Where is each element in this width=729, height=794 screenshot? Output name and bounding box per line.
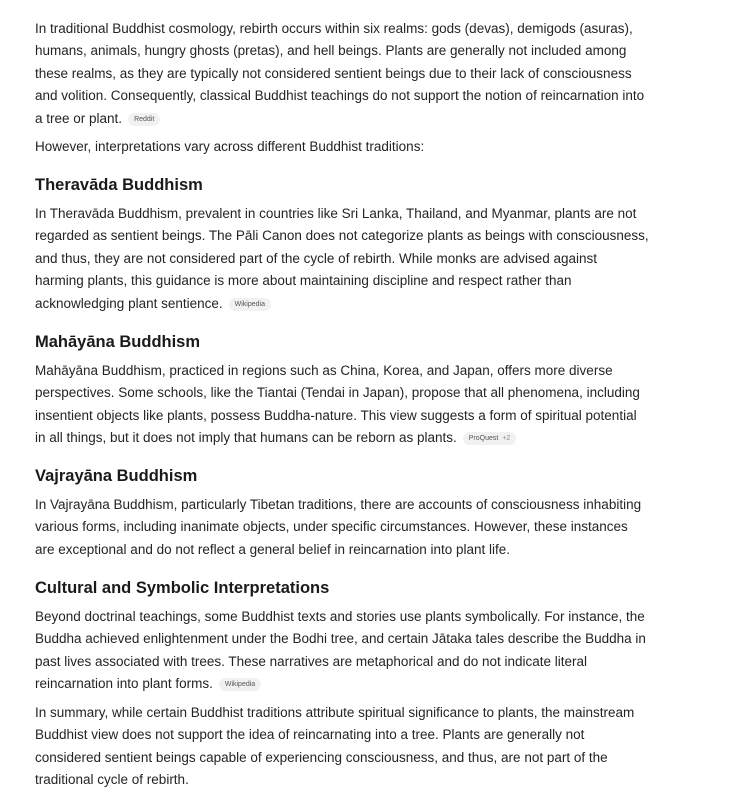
intro-paragraph: [35, 18, 649, 130]
citation-extra-count: +2: [502, 435, 511, 443]
citation-badge-wikipedia[interactable]: Wikipedia: [219, 678, 261, 691]
citation-badge-reddit[interactable]: Reddit: [128, 113, 160, 126]
heading-vajrayana: Vajrayāna Buddhism: [35, 467, 198, 485]
mahayana-paragraph: [35, 360, 649, 450]
citation-badge-proquest[interactable]: [463, 432, 517, 445]
theravada-text: In Theravāda Buddhism, prevalent in countries like Sri Lanka, Thailand, and Myanmar, plants are not regarded as sentient beings. The Pāli Canon does not categorize plants as beings with consciousness, and thus, they are not considered part of the cycle of rebirth. While monks are advised against harming plants, this guidance is more about maintaining discipline and respect rather than acknowledging plant sentience.: [35, 206, 649, 311]
cultural-paragraph: [35, 606, 649, 696]
mahayana-text: Mahāyāna Buddhism, practiced in regions such as China, Korea, and Japan, offers more diverse perspectives. Some schools, like the Tiantai (Tendai in Japan), propose that all phenomena, including insentient objects like plants, possess Buddha-nature. This view suggests a form of spiritual potential in all things, but it does not imply that humans can be reborn as plants.: [35, 363, 640, 446]
heading-cultural: Cultural and Symbolic Interpretations: [35, 579, 330, 597]
however-paragraph: However, interpretations vary across different Buddhist traditions:: [35, 139, 425, 154]
vajrayana-paragraph: In Vajrayāna Buddhism, particularly Tibetan traditions, there are accounts of consciousness inhabiting various forms, including inanimate objects, under specific circumstances. However, these instances are exceptional and do not reflect a general belief in reincarnation into plant life.: [35, 497, 642, 557]
citation-badge-wikipedia[interactable]: Wikipedia: [229, 298, 271, 311]
citation-label: ProQuest: [468, 435, 499, 443]
heading-mahayana: Mahāyāna Buddhism: [35, 333, 201, 351]
intro-text: In traditional Buddhist cosmology, rebirth occurs within six realms: gods (devas), demigods (asuras), humans, animals, hungry ghosts (pretas), and hell beings. Plants are generally not included among these realms, as they are typically not considered sentient beings due to their lack of consciousness and volition. Consequently, classical Buddhist teachings do not support the notion of reincarnation into a tree or plant.: [35, 21, 645, 126]
cultural-text: Beyond doctrinal teachings, some Buddhist texts and stories use plants symbolically. For instance, the Buddha achieved enlightenment under the Bodhi tree, and certain Jātaka tales describe the Buddha in past lives associated with trees. These narratives are metaphorical and do not indicate literal reincarnation into plant forms.: [35, 609, 646, 692]
summary-paragraph: In summary, while certain Buddhist traditions attribute spiritual significance to plants, the mainstream Buddhist view does not support the idea of reincarnating into a tree. Plants are generally not considered sentient beings capable of experiencing consciousness, and thus, are not part of the traditional cycle of rebirth.: [35, 705, 635, 788]
heading-theravada: Theravāda Buddhism: [35, 176, 203, 194]
theravada-paragraph: [35, 203, 649, 315]
